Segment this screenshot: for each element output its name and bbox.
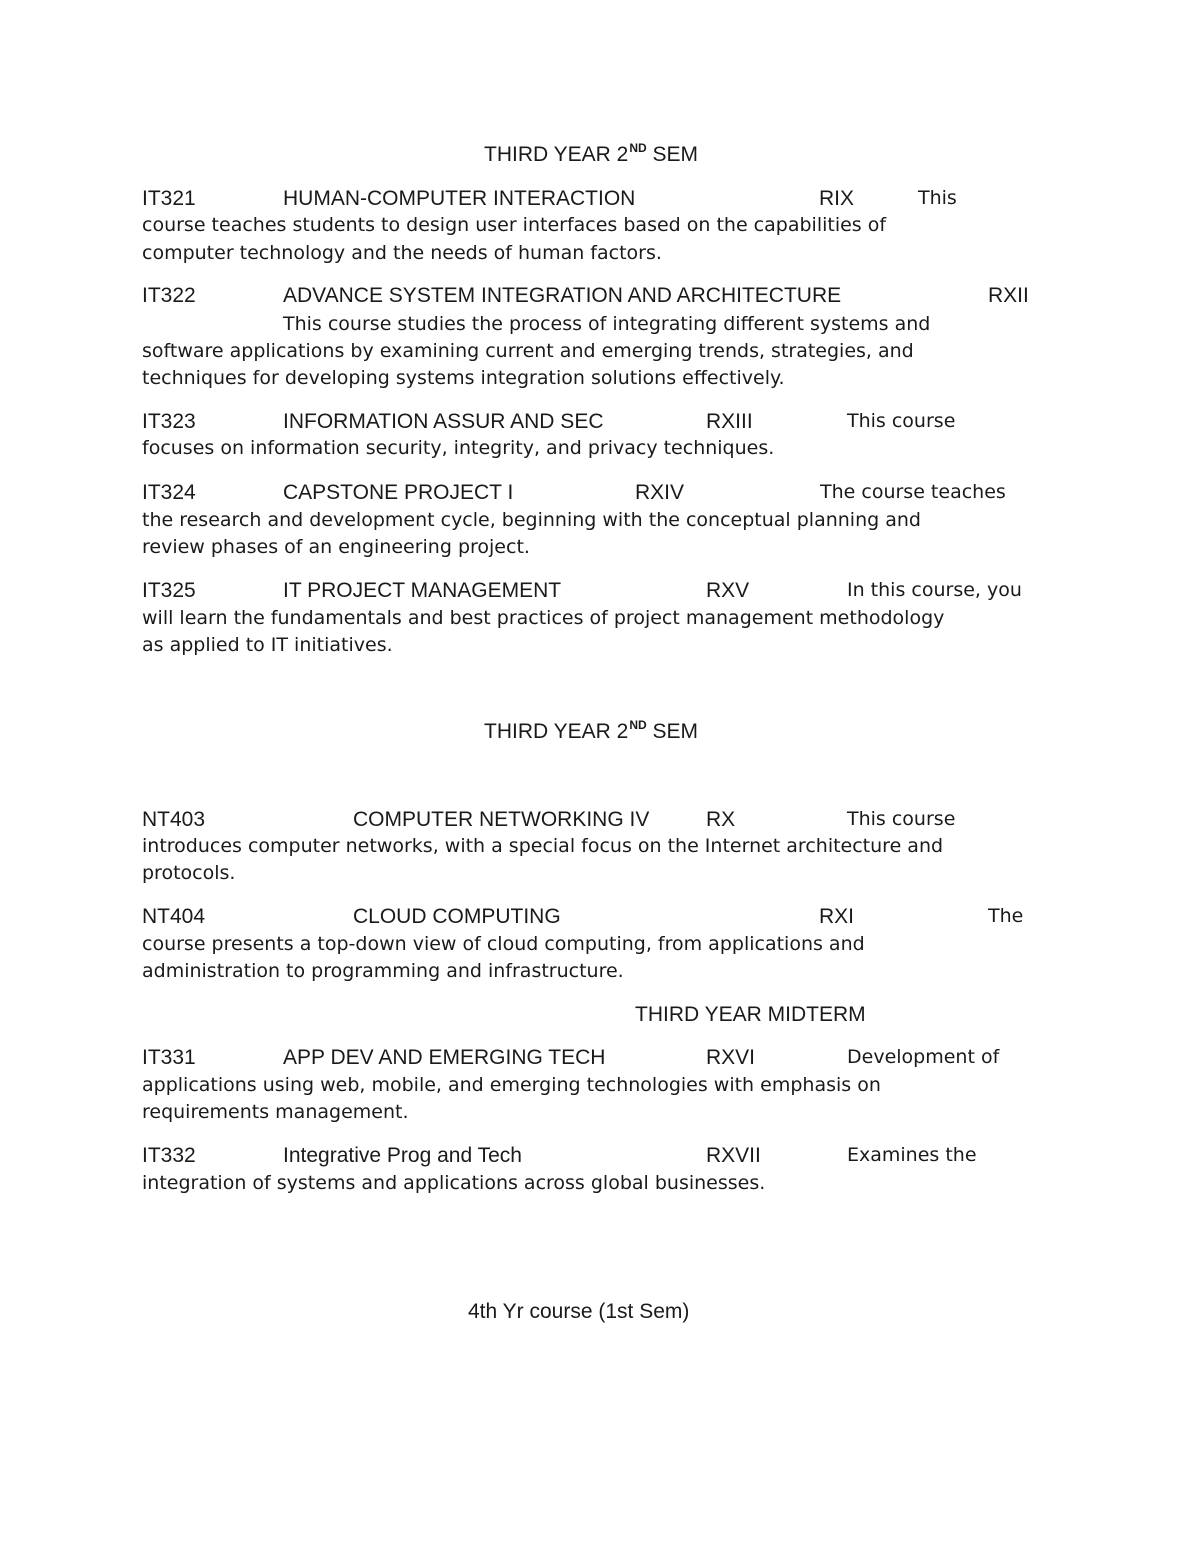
course-desc-line: integration of systems and applications across global businesses. — [142, 1172, 766, 1194]
course-desc-line: introduces computer networks, with a special focus on the Internet architecture and — [142, 835, 944, 857]
course-code: IT322 — [142, 284, 196, 307]
course-code: IT331 — [142, 1046, 196, 1069]
course-ref: RXI — [819, 905, 855, 928]
course-code: IT321 — [142, 187, 196, 210]
course-desc-start: This — [918, 187, 957, 209]
course-title: ADVANCE SYSTEM INTEGRATION AND ARCHITECTURE — [283, 284, 842, 307]
course-title: Integrative Prog and Tech — [283, 1144, 522, 1167]
course-desc-line: will learn the fundamentals and best practices of project management methodology — [142, 607, 945, 629]
course-code: IT323 — [142, 410, 196, 433]
course-code: IT324 — [142, 481, 196, 504]
course-desc-line: as applied to IT initiatives. — [142, 634, 393, 656]
course-desc-line: techniques for developing systems integration solutions effectively. — [142, 367, 785, 389]
course-ref: RXVI — [706, 1046, 756, 1069]
course-desc-start: This course — [847, 410, 956, 432]
course-title: HUMAN-COMPUTER INTERACTION — [283, 187, 636, 210]
course-desc-line: requirements management. — [142, 1101, 409, 1123]
course-ref: RXVII — [706, 1144, 761, 1167]
course-title: INFORMATION ASSUR AND SEC — [283, 410, 604, 433]
course-desc-line: course presents a top-down view of cloud computing, from applications and — [142, 933, 865, 955]
section-heading: 4th Yr course (1st Sem) — [468, 1300, 690, 1323]
course-desc-line: focuses on information security, integrity, and privacy techniques. — [142, 437, 775, 459]
course-title: COMPUTER NETWORKING IV — [353, 808, 650, 831]
course-desc-start: In this course, you — [847, 579, 1022, 601]
course-ref: RXV — [706, 579, 750, 602]
course-desc-line: review phases of an engineering project. — [142, 536, 530, 558]
course-desc-start: The course teaches — [820, 481, 1006, 503]
course-desc-line: course teaches students to design user interfaces based on the capabilities of — [142, 214, 887, 236]
course-ref: RIX — [819, 187, 855, 210]
course-desc-line: administration to programming and infrastructure. — [142, 960, 624, 982]
course-desc-start: The — [988, 905, 1024, 927]
course-code: NT404 — [142, 905, 206, 928]
course-code: IT332 — [142, 1144, 196, 1167]
course-code: IT325 — [142, 579, 196, 602]
course-ref: RXII — [988, 284, 1029, 307]
course-title: CLOUD COMPUTING — [353, 905, 561, 928]
course-desc-line: computer technology and the needs of human factors. — [142, 242, 662, 264]
course-code: NT403 — [142, 808, 206, 831]
section-heading: THIRD YEAR MIDTERM — [635, 1003, 866, 1026]
course-desc-start: Development of — [847, 1046, 1000, 1068]
course-title: APP DEV AND EMERGING TECH — [283, 1046, 606, 1069]
course-desc-line: the research and development cycle, beginning with the conceptual planning and — [142, 509, 921, 531]
course-desc-line: software applications by examining current and emerging trends, strategies, and — [142, 340, 914, 362]
section-heading: THIRD YEAR 2ND SEM — [484, 141, 699, 166]
course-desc-line: applications using web, mobile, and emerging technologies with emphasis on — [142, 1074, 881, 1096]
course-desc-start: Examines the — [847, 1144, 977, 1166]
course-ref: RXIII — [706, 410, 753, 433]
course-title: IT PROJECT MANAGEMENT — [283, 579, 562, 602]
course-ref: RX — [706, 808, 736, 831]
section-heading: THIRD YEAR 2ND SEM — [484, 718, 699, 743]
course-desc-start: This course — [847, 808, 956, 830]
course-desc-line: protocols. — [142, 862, 236, 884]
course-desc-start: This course studies the process of integrating different systems and — [283, 313, 931, 335]
course-ref: RXIV — [635, 481, 685, 504]
course-title: CAPSTONE PROJECT I — [283, 481, 514, 504]
